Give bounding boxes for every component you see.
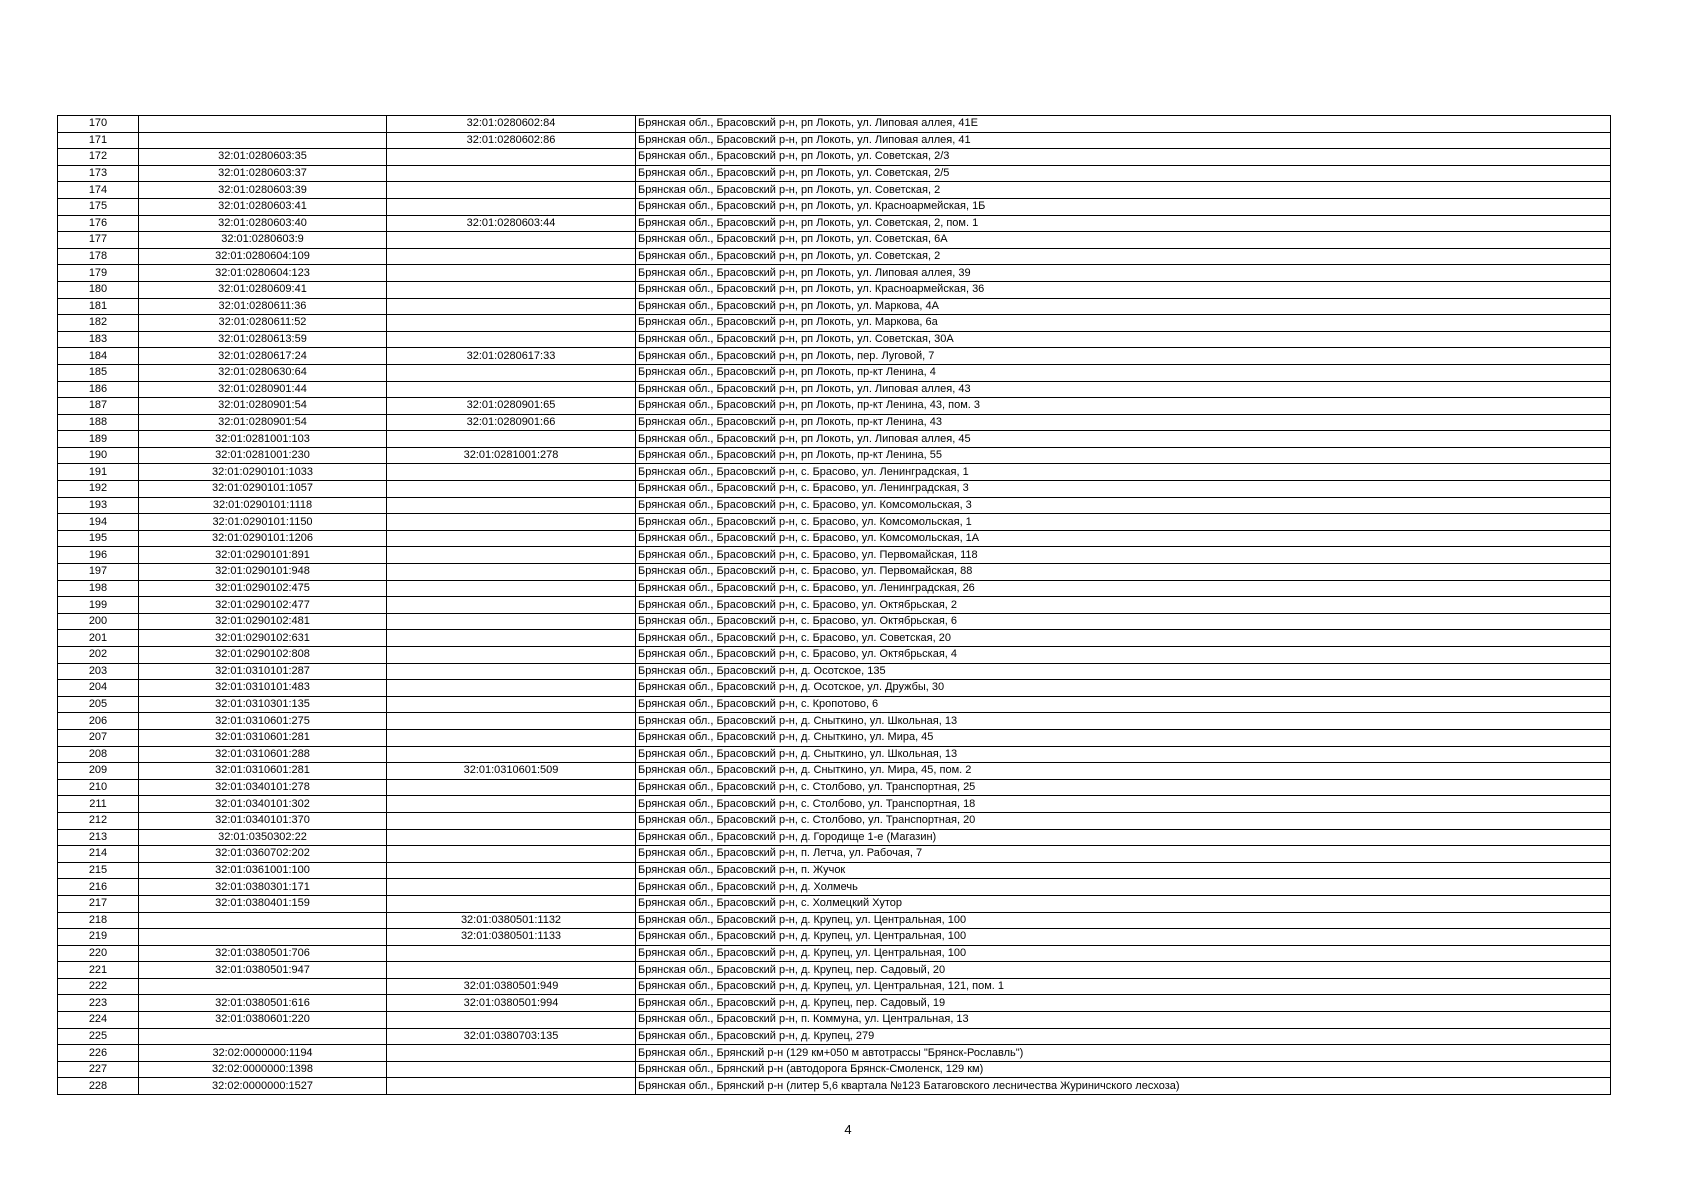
address-cell: Брянская обл., Брянский р-н (129 км+050 м автотрассы "Брянск-Рославль") [636, 1045, 1611, 1062]
object-number-cell [387, 729, 636, 746]
object-number-cell [387, 1045, 636, 1062]
address-cell: Брянская обл., Брасовский р-н, д. Сныткино, ул. Мира, 45 [636, 729, 1611, 746]
cadastral-number-cell: 32:01:0380501:947 [139, 962, 387, 979]
table-row [58, 348, 1611, 365]
document-page [57, 115, 1610, 1095]
table-row [58, 414, 1611, 431]
cadastral-number-cell: 32:01:0310601:281 [139, 763, 387, 780]
row-number-cell: 190 [58, 447, 139, 464]
cadastral-number-cell: 32:01:0290102:631 [139, 630, 387, 647]
page-number: 4 [844, 1122, 852, 1137]
object-number-cell [387, 862, 636, 879]
cadastral-number-cell: 32:01:0290101:1033 [139, 464, 387, 481]
table-row [58, 298, 1611, 315]
row-number-cell: 207 [58, 729, 139, 746]
object-number-cell [387, 331, 636, 348]
table-body [58, 116, 1611, 1095]
address-cell: Брянская обл., Брасовский р-н, с. Брасово, ул. Ленинградская, 1 [636, 464, 1611, 481]
table-row [58, 530, 1611, 547]
row-number-cell: 223 [58, 995, 139, 1012]
row-number-cell: 225 [58, 1028, 139, 1045]
cadastral-number-cell [139, 912, 387, 929]
cadastral-number-cell: 32:01:0310101:287 [139, 663, 387, 680]
row-number-cell: 203 [58, 663, 139, 680]
cadastral-number-cell: 32:01:0280603:9 [139, 232, 387, 249]
address-cell: Брянская обл., Брасовский р-н, д. Осотское, ул. Дружбы, 30 [636, 680, 1611, 697]
row-number-cell: 226 [58, 1045, 139, 1062]
address-cell: Брянская обл., Брасовский р-н, п. Летча, ул. Рабочая, 7 [636, 846, 1611, 863]
address-cell: Брянская обл., Брасовский р-н, рп Локоть, ул. Липовая аллея, 41Е [636, 116, 1611, 133]
address-cell: Брянская обл., Брасовский р-н, д. Крупец, ул. Центральная, 100 [636, 912, 1611, 929]
object-number-cell [387, 895, 636, 912]
object-number-cell [387, 464, 636, 481]
table-row [58, 1028, 1611, 1045]
address-cell: Брянская обл., Брасовский р-н, с. Кропотово, 6 [636, 696, 1611, 713]
cadastral-number-cell: 32:02:0000000:1527 [139, 1078, 387, 1095]
row-number-cell: 212 [58, 812, 139, 829]
address-cell: Брянская обл., Брянский р-н (автодорога Брянск-Смоленск, 129 км) [636, 1061, 1611, 1078]
cadastral-number-cell: 32:01:0280611:52 [139, 315, 387, 332]
cadastral-number-cell: 32:01:0340101:278 [139, 779, 387, 796]
address-cell: Брянская обл., Брасовский р-н, рп Локоть, ул. Советская, 2/5 [636, 165, 1611, 182]
table-row [58, 398, 1611, 415]
object-number-cell [387, 281, 636, 298]
object-number-cell [387, 198, 636, 215]
table-row [58, 132, 1611, 149]
row-number-cell: 178 [58, 248, 139, 265]
row-number-cell: 216 [58, 879, 139, 896]
object-number-cell [387, 962, 636, 979]
cadastral-number-cell: 32:01:0290102:481 [139, 613, 387, 630]
row-number-cell: 181 [58, 298, 139, 315]
address-cell: Брянская обл., Брасовский р-н, д. Крупец, пер. Садовый, 19 [636, 995, 1611, 1012]
cadastral-number-cell: 32:01:0280604:123 [139, 265, 387, 282]
cadastral-number-cell: 32:01:0380501:616 [139, 995, 387, 1012]
cadastral-number-cell: 32:01:0310301:135 [139, 696, 387, 713]
address-cell: Брянская обл., Брасовский р-н, рп Локоть, ул. Липовая аллея, 41 [636, 132, 1611, 149]
object-number-cell [387, 829, 636, 846]
table-row [58, 1012, 1611, 1029]
cadastral-number-cell: 32:01:0290101:1206 [139, 530, 387, 547]
table-row [58, 265, 1611, 282]
address-cell: Брянская обл., Брасовский р-н, рп Локоть, ул. Маркова, 4А [636, 298, 1611, 315]
address-cell: Брянская обл., Брасовский р-н, д. Крупец, ул. Центральная, 100 [636, 945, 1611, 962]
object-number-cell [387, 1012, 636, 1029]
table-row [58, 232, 1611, 249]
object-number-cell [387, 232, 636, 249]
table-row [58, 779, 1611, 796]
cadastral-number-cell: 32:01:0360702:202 [139, 846, 387, 863]
row-number-cell: 183 [58, 331, 139, 348]
address-cell: Брянская обл., Брасовский р-н, с. Брасово, ул. Ленинградская, 3 [636, 481, 1611, 498]
address-cell: Брянская обл., Брасовский р-н, рп Локоть, ул. Липовая аллея, 45 [636, 431, 1611, 448]
address-cell: Брянская обл., Брасовский р-н, д. Сныткино, ул. Школьная, 13 [636, 746, 1611, 763]
object-number-cell [387, 580, 636, 597]
address-cell: Брянская обл., Брасовский р-н, рп Локоть, ул. Липовая аллея, 39 [636, 265, 1611, 282]
cadastral-number-cell: 32:01:0280613:59 [139, 331, 387, 348]
table-row [58, 481, 1611, 498]
row-number-cell: 209 [58, 763, 139, 780]
cadastral-number-cell: 32:01:0380401:159 [139, 895, 387, 912]
cadastral-number-cell: 32:01:0350302:22 [139, 829, 387, 846]
object-number-cell: 32:01:0380501:994 [387, 995, 636, 1012]
row-number-cell: 213 [58, 829, 139, 846]
address-cell: Брянская обл., Брасовский р-н, с. Столбово, ул. Транспортная, 20 [636, 812, 1611, 829]
table-row [58, 862, 1611, 879]
object-number-cell: 32:01:0281001:278 [387, 447, 636, 464]
object-number-cell [387, 564, 636, 581]
row-number-cell: 227 [58, 1061, 139, 1078]
address-cell: Брянская обл., Брасовский р-н, с. Брасово, ул. Октябрьская, 6 [636, 613, 1611, 630]
table-row [58, 580, 1611, 597]
row-number-cell: 196 [58, 547, 139, 564]
row-number-cell: 191 [58, 464, 139, 481]
row-number-cell: 170 [58, 116, 139, 133]
address-cell: Брянская обл., Брасовский р-н, с. Брасово, ул. Первомайская, 118 [636, 547, 1611, 564]
cadastral-number-cell: 32:02:0000000:1194 [139, 1045, 387, 1062]
address-cell: Брянская обл., Брасовский р-н, д. Городище 1-е (Магазин) [636, 829, 1611, 846]
object-number-cell [387, 514, 636, 531]
table-row [58, 364, 1611, 381]
object-number-cell [387, 182, 636, 199]
address-cell: Брянская обл., Брасовский р-н, рп Локоть, пер. Луговой, 7 [636, 348, 1611, 365]
table-row [58, 182, 1611, 199]
object-number-cell: 32:01:0380501:949 [387, 978, 636, 995]
object-number-cell [387, 149, 636, 166]
address-cell: Брянская обл., Брасовский р-н, рп Локоть, ул. Советская, 2, пом. 1 [636, 215, 1611, 232]
cadastral-number-cell [139, 116, 387, 133]
cadastral-number-cell: 32:01:0340101:302 [139, 796, 387, 813]
table-row [58, 829, 1611, 846]
cadastral-number-cell [139, 978, 387, 995]
table-row [58, 647, 1611, 664]
cadastral-number-cell: 32:01:0280630:64 [139, 364, 387, 381]
object-number-cell [387, 298, 636, 315]
object-number-cell: 32:01:0380501:1132 [387, 912, 636, 929]
table-row [58, 464, 1611, 481]
object-number-cell [387, 630, 636, 647]
cadastral-number-cell: 32:01:0280604:109 [139, 248, 387, 265]
table-row [58, 796, 1611, 813]
cadastral-number-cell: 32:01:0310601:281 [139, 729, 387, 746]
address-cell: Брянская обл., Брасовский р-н, с. Брасово, ул. Комсомольская, 1А [636, 530, 1611, 547]
cadastral-number-cell: 32:01:0280603:39 [139, 182, 387, 199]
cadastral-number-cell: 32:01:0280603:41 [139, 198, 387, 215]
object-number-cell: 32:01:0280617:33 [387, 348, 636, 365]
object-number-cell [387, 812, 636, 829]
cadastral-number-cell: 32:02:0000000:1398 [139, 1061, 387, 1078]
object-number-cell: 32:01:0280603:44 [387, 215, 636, 232]
table-row [58, 978, 1611, 995]
address-cell: Брянская обл., Брасовский р-н, рп Локоть, ул. Советская, 2 [636, 248, 1611, 265]
address-cell: Брянская обл., Брасовский р-н, рп Локоть, пр-кт Ленина, 4 [636, 364, 1611, 381]
row-number-cell: 171 [58, 132, 139, 149]
address-cell: Брянская обл., Брасовский р-н, д. Крупец, 279 [636, 1028, 1611, 1045]
row-number-cell: 188 [58, 414, 139, 431]
object-number-cell [387, 1061, 636, 1078]
table-row [58, 514, 1611, 531]
object-number-cell [387, 779, 636, 796]
cadastral-number-cell: 32:01:0340101:370 [139, 812, 387, 829]
row-number-cell: 185 [58, 364, 139, 381]
table-row [58, 198, 1611, 215]
object-number-cell [387, 846, 636, 863]
row-number-cell: 211 [58, 796, 139, 813]
row-number-cell: 176 [58, 215, 139, 232]
object-number-cell: 32:01:0280602:86 [387, 132, 636, 149]
object-number-cell [387, 680, 636, 697]
cadastral-number-cell: 32:01:0310601:275 [139, 713, 387, 730]
cadastral-number-cell: 32:01:0281001:103 [139, 431, 387, 448]
cadastral-number-cell: 32:01:0280901:44 [139, 381, 387, 398]
table-row [58, 962, 1611, 979]
row-number-cell: 202 [58, 647, 139, 664]
address-cell: Брянская обл., Брасовский р-н, с. Брасово, ул. Советская, 20 [636, 630, 1611, 647]
object-number-cell [387, 165, 636, 182]
table-row [58, 929, 1611, 946]
cadastral-number-cell: 32:01:0290101:1057 [139, 481, 387, 498]
row-number-cell: 177 [58, 232, 139, 249]
object-number-cell [387, 1078, 636, 1095]
cadastral-number-cell: 32:01:0380501:706 [139, 945, 387, 962]
row-number-cell: 218 [58, 912, 139, 929]
table-row [58, 1078, 1611, 1095]
object-number-cell [387, 879, 636, 896]
row-number-cell: 222 [58, 978, 139, 995]
row-number-cell: 179 [58, 265, 139, 282]
object-number-cell [387, 265, 636, 282]
table-row [58, 630, 1611, 647]
cadastral-number-cell: 32:01:0290102:477 [139, 597, 387, 614]
address-cell: Брянская обл., Брасовский р-н, с. Брасово, ул. Комсомольская, 1 [636, 514, 1611, 531]
address-cell: Брянская обл., Брасовский р-н, рп Локоть, ул. Советская, 2/3 [636, 149, 1611, 166]
address-cell: Брянская обл., Брасовский р-н, рп Локоть, пр-кт Ленина, 55 [636, 447, 1611, 464]
cadastral-number-cell: 32:01:0310101:483 [139, 680, 387, 697]
address-cell: Брянская обл., Брасовский р-н, п. Коммуна, ул. Центральная, 13 [636, 1012, 1611, 1029]
table-row [58, 215, 1611, 232]
row-number-cell: 214 [58, 846, 139, 863]
row-number-cell: 189 [58, 431, 139, 448]
table-row [58, 1061, 1611, 1078]
address-cell: Брянская обл., Брасовский р-н, рп Локоть, ул. Советская, 30А [636, 331, 1611, 348]
object-number-cell: 32:01:0310601:509 [387, 763, 636, 780]
row-number-cell: 200 [58, 613, 139, 630]
table-row [58, 713, 1611, 730]
object-number-cell [387, 381, 636, 398]
cadastral-number-cell: 32:01:0290102:475 [139, 580, 387, 597]
address-cell: Брянская обл., Брасовский р-н, рп Локоть, ул. Липовая аллея, 43 [636, 381, 1611, 398]
row-number-cell: 205 [58, 696, 139, 713]
address-cell: Брянская обл., Брасовский р-н, с. Столбово, ул. Транспортная, 25 [636, 779, 1611, 796]
row-number-cell: 221 [58, 962, 139, 979]
row-number-cell: 199 [58, 597, 139, 614]
object-number-cell [387, 796, 636, 813]
table-row [58, 431, 1611, 448]
row-number-cell: 194 [58, 514, 139, 531]
cadastral-number-cell [139, 132, 387, 149]
row-number-cell: 180 [58, 281, 139, 298]
row-number-cell: 175 [58, 198, 139, 215]
table-row [58, 149, 1611, 166]
object-number-cell: 32:01:0380703:135 [387, 1028, 636, 1045]
object-number-cell [387, 364, 636, 381]
table-row [58, 447, 1611, 464]
cadastral-number-cell: 32:01:0290101:1118 [139, 497, 387, 514]
address-cell: Брянская обл., Брасовский р-н, д. Осотское, 135 [636, 663, 1611, 680]
row-number-cell: 198 [58, 580, 139, 597]
row-number-cell: 220 [58, 945, 139, 962]
object-number-cell [387, 613, 636, 630]
cadastral-number-cell [139, 929, 387, 946]
table-row [58, 879, 1611, 896]
object-number-cell [387, 696, 636, 713]
table-row [58, 846, 1611, 863]
address-cell: Брянская обл., Брасовский р-н, рп Локоть, ул. Красноармейская, 36 [636, 281, 1611, 298]
cadastral-number-cell: 32:01:0280901:54 [139, 398, 387, 415]
address-cell: Брянская обл., Брасовский р-н, д. Крупец, ул. Центральная, 100 [636, 929, 1611, 946]
object-number-cell [387, 713, 636, 730]
table-row [58, 995, 1611, 1012]
object-number-cell [387, 481, 636, 498]
object-number-cell [387, 547, 636, 564]
address-cell: Брянская обл., Брянский р-н (литер 5,6 квартала №123 Батаговского лесничества Журиничского лесхоза) [636, 1078, 1611, 1095]
row-number-cell: 184 [58, 348, 139, 365]
object-number-cell [387, 647, 636, 664]
cadastral-number-cell: 32:01:0280609:41 [139, 281, 387, 298]
address-cell: Брянская обл., Брасовский р-н, рп Локоть, ул. Советская, 6А [636, 232, 1611, 249]
cadastral-number-cell: 32:01:0280603:35 [139, 149, 387, 166]
row-number-cell: 174 [58, 182, 139, 199]
object-number-cell [387, 497, 636, 514]
cadastral-number-cell: 32:01:0380601:220 [139, 1012, 387, 1029]
cadastral-number-cell: 32:01:0290102:808 [139, 647, 387, 664]
cadastral-number-cell: 32:01:0280611:36 [139, 298, 387, 315]
row-number-cell: 215 [58, 862, 139, 879]
table-row [58, 315, 1611, 332]
cadastral-number-cell: 32:01:0290101:891 [139, 547, 387, 564]
table-row [58, 729, 1611, 746]
row-number-cell: 228 [58, 1078, 139, 1095]
table-row [58, 680, 1611, 697]
row-number-cell: 206 [58, 713, 139, 730]
table-row [58, 1045, 1611, 1062]
address-cell: Брянская обл., Брасовский р-н, с. Брасово, ул. Ленинградская, 26 [636, 580, 1611, 597]
address-cell: Брянская обл., Брасовский р-н, с. Брасово, ул. Октябрьская, 2 [636, 597, 1611, 614]
row-number-cell: 172 [58, 149, 139, 166]
table-row [58, 564, 1611, 581]
row-number-cell: 173 [58, 165, 139, 182]
cadastral-number-cell: 32:01:0380301:171 [139, 879, 387, 896]
object-number-cell [387, 248, 636, 265]
table-row [58, 895, 1611, 912]
table-row [58, 696, 1611, 713]
property-table [57, 115, 1611, 1095]
address-cell: Брянская обл., Брасовский р-н, с. Брасово, ул. Первомайская, 88 [636, 564, 1611, 581]
address-cell: Брянская обл., Брасовский р-н, рп Локоть, ул. Маркова, 6а [636, 315, 1611, 332]
row-number-cell: 186 [58, 381, 139, 398]
table-row [58, 281, 1611, 298]
table-row [58, 763, 1611, 780]
row-number-cell: 224 [58, 1012, 139, 1029]
table-row [58, 497, 1611, 514]
cadastral-number-cell: 32:01:0280603:40 [139, 215, 387, 232]
row-number-cell: 195 [58, 530, 139, 547]
cadastral-number-cell: 32:01:0290101:1150 [139, 514, 387, 531]
object-number-cell [387, 315, 636, 332]
address-cell: Брянская обл., Брасовский р-н, рп Локоть, пр-кт Ленина, 43 [636, 414, 1611, 431]
row-number-cell: 192 [58, 481, 139, 498]
address-cell: Брянская обл., Брасовский р-н, д. Крупец, ул. Центральная, 121, пом. 1 [636, 978, 1611, 995]
address-cell: Брянская обл., Брасовский р-н, с. Брасово, ул. Октябрьская, 4 [636, 647, 1611, 664]
table-row [58, 116, 1611, 133]
object-number-cell [387, 597, 636, 614]
address-cell: Брянская обл., Брасовский р-н, д. Сныткино, ул. Школьная, 13 [636, 713, 1611, 730]
object-number-cell [387, 530, 636, 547]
table-row [58, 812, 1611, 829]
object-number-cell [387, 431, 636, 448]
row-number-cell: 193 [58, 497, 139, 514]
object-number-cell [387, 663, 636, 680]
cadastral-number-cell: 32:01:0310601:288 [139, 746, 387, 763]
row-number-cell: 208 [58, 746, 139, 763]
row-number-cell: 204 [58, 680, 139, 697]
address-cell: Брянская обл., Брасовский р-н, с. Холмецкий Хутор [636, 895, 1611, 912]
row-number-cell: 182 [58, 315, 139, 332]
table-row [58, 663, 1611, 680]
object-number-cell: 32:01:0280602:84 [387, 116, 636, 133]
cadastral-number-cell [139, 1028, 387, 1045]
table-row [58, 248, 1611, 265]
table-row [58, 613, 1611, 630]
table-row [58, 331, 1611, 348]
cadastral-number-cell: 32:01:0361001:100 [139, 862, 387, 879]
row-number-cell: 201 [58, 630, 139, 647]
table-row [58, 746, 1611, 763]
object-number-cell: 32:01:0280901:65 [387, 398, 636, 415]
object-number-cell: 32:01:0380501:1133 [387, 929, 636, 946]
address-cell: Брянская обл., Брасовский р-н, рп Локоть, ул. Красноармейская, 1Б [636, 198, 1611, 215]
table-row [58, 547, 1611, 564]
object-number-cell [387, 945, 636, 962]
table-row [58, 945, 1611, 962]
table-row [58, 597, 1611, 614]
row-number-cell: 219 [58, 929, 139, 946]
row-number-cell: 187 [58, 398, 139, 415]
cadastral-number-cell: 32:01:0281001:230 [139, 447, 387, 464]
address-cell: Брянская обл., Брасовский р-н, д. Крупец, пер. Садовый, 20 [636, 962, 1611, 979]
address-cell: Брянская обл., Брасовский р-н, рп Локоть, пр-кт Ленина, 43, пом. 3 [636, 398, 1611, 415]
address-cell: Брянская обл., Брасовский р-н, с. Брасово, ул. Комсомольская, 3 [636, 497, 1611, 514]
cadastral-number-cell: 32:01:0290101:948 [139, 564, 387, 581]
table-row [58, 381, 1611, 398]
cadastral-number-cell: 32:01:0280617:24 [139, 348, 387, 365]
table-row [58, 165, 1611, 182]
row-number-cell: 210 [58, 779, 139, 796]
row-number-cell: 217 [58, 895, 139, 912]
address-cell: Брянская обл., Брасовский р-н, д. Сныткино, ул. Мира, 45, пом. 2 [636, 763, 1611, 780]
cadastral-number-cell: 32:01:0280603:37 [139, 165, 387, 182]
address-cell: Брянская обл., Брасовский р-н, д. Холмечь [636, 879, 1611, 896]
cadastral-number-cell: 32:01:0280901:54 [139, 414, 387, 431]
address-cell: Брянская обл., Брасовский р-н, с. Столбово, ул. Транспортная, 18 [636, 796, 1611, 813]
address-cell: Брянская обл., Брасовский р-н, рп Локоть, ул. Советская, 2 [636, 182, 1611, 199]
object-number-cell: 32:01:0280901:66 [387, 414, 636, 431]
table-row [58, 912, 1611, 929]
object-number-cell [387, 746, 636, 763]
row-number-cell: 197 [58, 564, 139, 581]
address-cell: Брянская обл., Брасовский р-н, п. Жучок [636, 862, 1611, 879]
